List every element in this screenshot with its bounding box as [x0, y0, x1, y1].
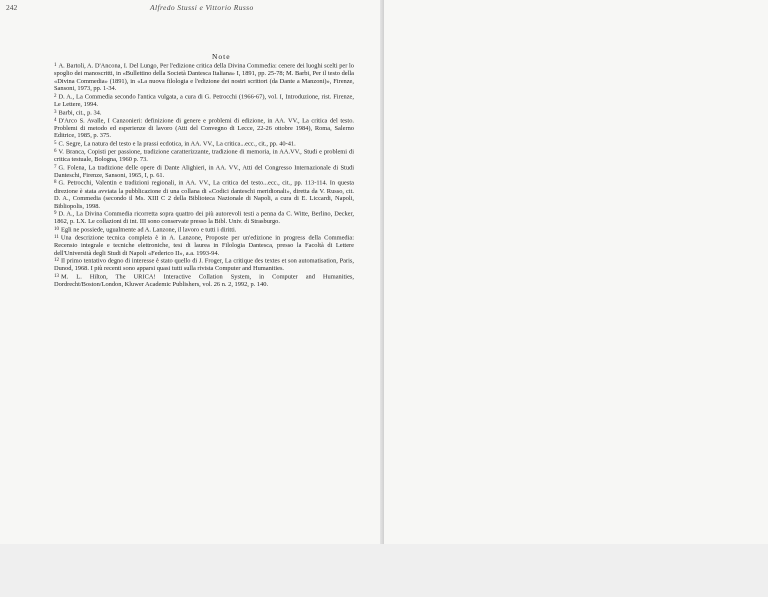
note: $^{11}$ Una descrizione tecnica completa è in A. Lanzone, Proposte per un'edizione in progress della Commedia: Recensio integrale e tecniche elettroniche, tesi di laurea in Filologia Dantesca, presso la Facoltà di Lettere dell'Università degli Studi di Napoli «Federico II», a.a. 1993-94.	[54, 234, 354, 257]
notes-heading: Note	[212, 52, 231, 61]
note: $^6$ V. Branca, Copisti per passione, tradizione caratterizzante, tradizione di memoria, in AA.VV., Studi e problemi di critica testuale, Bologna, 1960 p. 73.	[54, 148, 354, 164]
note: $^{10}$ Egli ne possiede, ugualmente ad A. Lanzone, il lavoro e tutti i diritti.	[54, 226, 237, 234]
note: $^5$ C. Segre, La natura del testo e la prassi ecdotica, in AA. VV., La critica...ecc., cit., pp. 40-41.	[54, 140, 296, 148]
right-page	[384, 0, 768, 544]
note: $^1$ A. Bartoli, A. D'Ancona, I. Del Lungo, Per l'edizione critica della Divina Commedia: cenere dei luoghi scelti per lo spoglio dei manoscritti, in «Bullettino della Società Dantesca Italiana» I, 1891, pp. 25-78; M. Barbi, Per il testo della «Divina Commedia» (1891), in «La nuova filologia e l'edizione dei nostri scrittori (da Dante a Manzoni)», Firenze, Sansoni, 1973, pp. 1-34.	[54, 62, 354, 93]
notes-list	[54, 62, 354, 289]
running-head: Alfredo Stussi e Vittorio Russo	[150, 3, 254, 12]
note: $^4$ D'Arco S. Avalle, I Canzonieri: definizione di genere e problemi di edizione, in AA. VV., La critica del testo. Problemi di metodo ed esperienze di lavoro (Atti del Convegno di Lecce, 22-26 ottobre 1984), Roma, Salerno Editrice, 1985, p. 375.	[54, 117, 354, 140]
note: $^{12}$ Il primo tentativo degno di interesse è stato quello di J. Froger, La critique des textes et son automatisation, Paris, Dunod, 1968. I più recenti sono apparsi quasi tutti sulla rivista Computer and Humanities.	[54, 257, 354, 273]
note: $^8$ G. Petrocchi, Valentin e tradizioni regionali, in AA. VV., La critica del testo...ecc., cit., pp. 113-114. In questa direzione è stata avviata la pubblicazione di una collana di «Codici danteschi meridionali», diretta da V. Russo, cit. D. A., Commedia (secondo il Ms. XIII C 2 della Biblioteca Nazionale di Napoli, a cura di E. Liccardi, Napoli, Bibliopolis, 1998.	[54, 179, 354, 210]
note: $^9$ D. A., La Divina Commedia ricorretta sopra quattro dei più autorevoli testi a penna da C. Witte, Berlino, Decker, 1862, p. LX. Le collazioni di int. III sono conservate presso la Bibl. Univ. di Strasburgo.	[54, 210, 354, 226]
note: $^7$ G. Folena, La tradizione delle opere di Dante Alighieri, in AA. VV., Atti del Congresso Internazionale di Studi Danteschi, Firenze, Sansoni, 1965, I, p. 61.	[54, 164, 354, 179]
note: $^2$ D. A., La Commedia secondo l'antica vulgata, a cura di G. Petrocchi (1966-67), vol. I, Introduzione, rist. Firenze, Le Lettere, 1994.	[54, 93, 354, 108]
left-page	[0, 0, 384, 544]
note: $^3$ Barbi, cit., p. 34.	[54, 109, 102, 117]
note: $^{13}$ M. L. Hilton, The URICA! Interactive Collation System, in Computer and Humanities, Dordrecht/Boston/London, Kluwer Academic Publishers, vol. 26 n. 2, 1992, p. 140.	[54, 273, 354, 289]
page-number: 242	[6, 3, 18, 12]
